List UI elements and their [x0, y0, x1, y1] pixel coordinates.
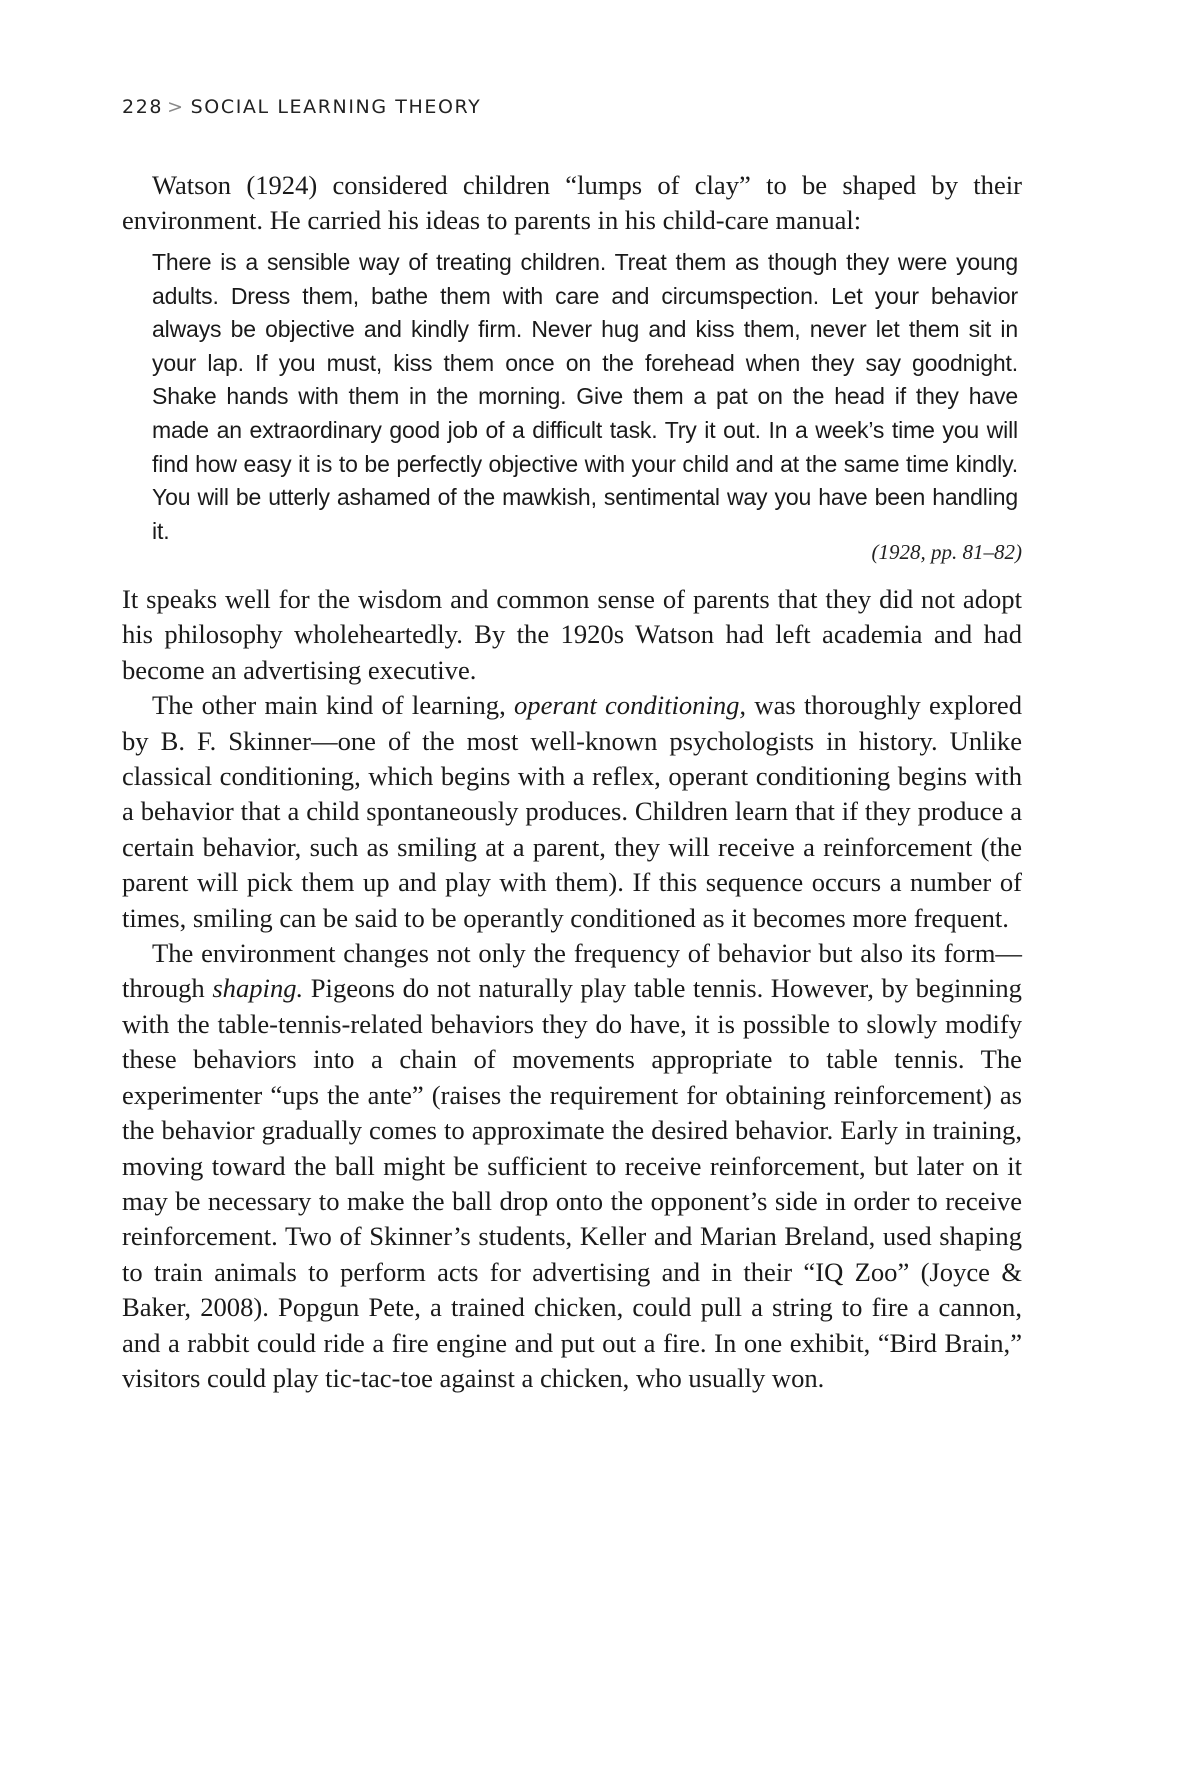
separator-glyph: >: [167, 96, 185, 118]
paragraph-watson-legacy: It speaks well for the wisdom and common sense of parents that they did not adopt his philosophy wholeheartedly. By the 1920s Watson had left academia and had become an advertising executive.: [122, 584, 1022, 685]
term-shaping: shaping.: [212, 973, 304, 1004]
main-text: [122, 582, 1022, 1396]
paragraph-2-lead: The other main kind of learning,: [152, 690, 514, 721]
running-head: [122, 96, 481, 118]
intro-block: [122, 168, 1022, 239]
page-number: 228: [122, 96, 164, 118]
quote-citation: (1928, pp. 81–82): [871, 540, 1022, 564]
paragraph-3-lead: The environment changes not only the frequency of behavior but also its form—through: [122, 938, 1022, 1004]
paragraph-operant-conditioning: [122, 688, 1022, 936]
paragraph-shaping: [122, 936, 1022, 1396]
quote-text: There is a sensible way of treating children. Treat them as though they were young adults. Dress them, bathe them with care and circumspection. Let your behavior always be objective and kindly firm. Never hug and kiss them, never let them sit in your lap. If you must, kiss them once on the forehead when they say goodnight. Shake hands with them in the morning. Give them a pat on the head if they have made an extraordinary good job of a difficult task. Try it out. In a week’s time you will find how easy it is to be perfectly objective with your child and at the same time kindly. You will be utterly ashamed of the mawkish, sentimental way you have been handling it.: [152, 249, 1018, 544]
section-title: SOCIAL LEARNING THEORY: [190, 96, 482, 118]
paragraph-3-rest: Pigeons do not naturally play table tennis. However, by beginning with the table-tennis-related behaviors they do have, it is possible to slowly modify these behaviors into a chain of movements appropriate to table tennis. The experimenter “ups the ante” (raises the requirement for obtaining reinforcement) as the behavior gradually comes to approximate the desired behavior. Early in training, moving toward the ball might be sufficient to receive reinforcement, but later on it may be necessary to make the ball drop onto the opponent’s side in order to receive reinforcement. Two of Skinner’s students, Keller and Marian Breland, used shaping to train animals to perform acts for advertising and in their “IQ Zoo” (Joyce & Baker, 2008). Popgun Pete, a trained chicken, could pull a string to fire a cannon, and a rabbit could ride a fire engine and put out a fire. In one exhibit, “Bird Brain,” visitors could play tic-tac-toe against a chicken, who usually won.: [122, 973, 1022, 1393]
paragraph-2-rest: was thoroughly explored by B. F. Skinner—one of the most well-known psychologists in history. Unlike classical conditioning, which begins with a reflex, operant conditioning begins with a behavior that a child spontaneously produces. Children learn that if they produce a certain behavior, such as smiling at a parent, they will receive a reinforcement (the parent will pick them up and play with them). If this sequence occurs a number of times, smiling can be said to be operantly conditioned as it becomes more frequent.: [122, 690, 1023, 933]
block-quote: [152, 246, 1018, 548]
term-operant-conditioning: operant conditioning,: [514, 690, 747, 721]
intro-paragraph: Watson (1924) considered children “lumps of clay” to be shaped by their environment. He carried his ideas to parents in his child-care manual:: [122, 170, 1022, 236]
